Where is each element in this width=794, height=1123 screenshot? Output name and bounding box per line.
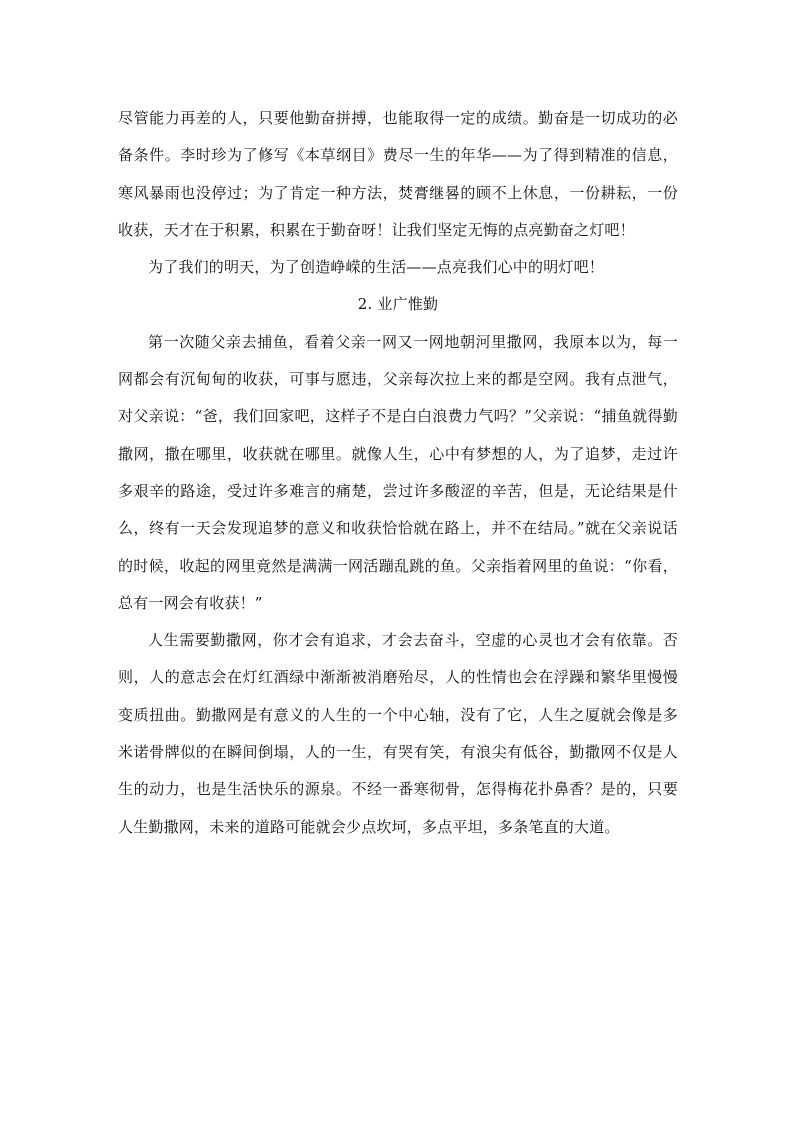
body-paragraph: 为了我们的明天，为了创造峥嵘的生活——点亮我们心中的明灯吧！ <box>148 258 605 277</box>
body-paragraph: 人生需要勤撒网，你才会有追求，才会去奋斗，空虚的心灵也才会有依靠。否则，人的意志会在灯红酒绿中渐渐被消磨殆尽，人的性情也会在浮躁和繁华里慢慢变质扭曲。勤撒网是有意义的人生的一个中心轴，没有了它，人生之厦就会像是多米诺骨牌似的在瞬间倒塌，人的一生，有哭有笑，有浪尖有低谷，勤撒网不仅是人生的动力，也是生活快乐的源泉。不经一番寒彻骨，怎得梅花扑鼻香？是的，只要人生勤撒网，未来的道路可能就会少点坎坷，多点平坦，多条笔直的大道。 <box>118 631 678 836</box>
body-paragraph: 第一次随父亲去捕鱼，看着父亲一网又一网地朝河里撒网，我原本以为，每一网都会有沉甸甸的收获，可事与愿违，父亲每次拉上来的都是空网。我有点泄气，对父亲说：“爸，我们回家吧，这样子不是白白浪费力气吗？”父亲说：“捕鱼就得勤撒网，撒在哪里，收获就在哪里。就像人生，心中有梦想的人，为了追梦，走过许多艰辛的路途，受过许多难言的痛楚，尝过许多酸涩的辛苦，但是，无论结果是什么，终有一天会发现追梦的意义和收获恰恰就在路上，并不在结局。”就在父亲说话的时候，收起的网里竟然是满满一网活蹦乱跳的鱼。父亲指着网里的鱼说：“你看，总有一网会有收获！” <box>118 332 678 612</box>
document-page <box>118 100 678 846</box>
section-heading: 2. 业广惟勤 <box>357 295 439 314</box>
body-paragraph: 尽管能力再差的人，只要他勤奋拼搏，也能取得一定的成绩。勤奋是一切成功的必备条件。李时珍为了修写《本草纲目》费尽一生的年华——为了得到精准的信息，寒风暴雨也没停过；为了肯定一种方法，焚膏继晷的顾不上休息，一份耕耘，一份收获，天才在于积累，积累在于勤奋呀！让我们坚定无悔的点亮勤奋之灯吧！ <box>118 109 678 239</box>
